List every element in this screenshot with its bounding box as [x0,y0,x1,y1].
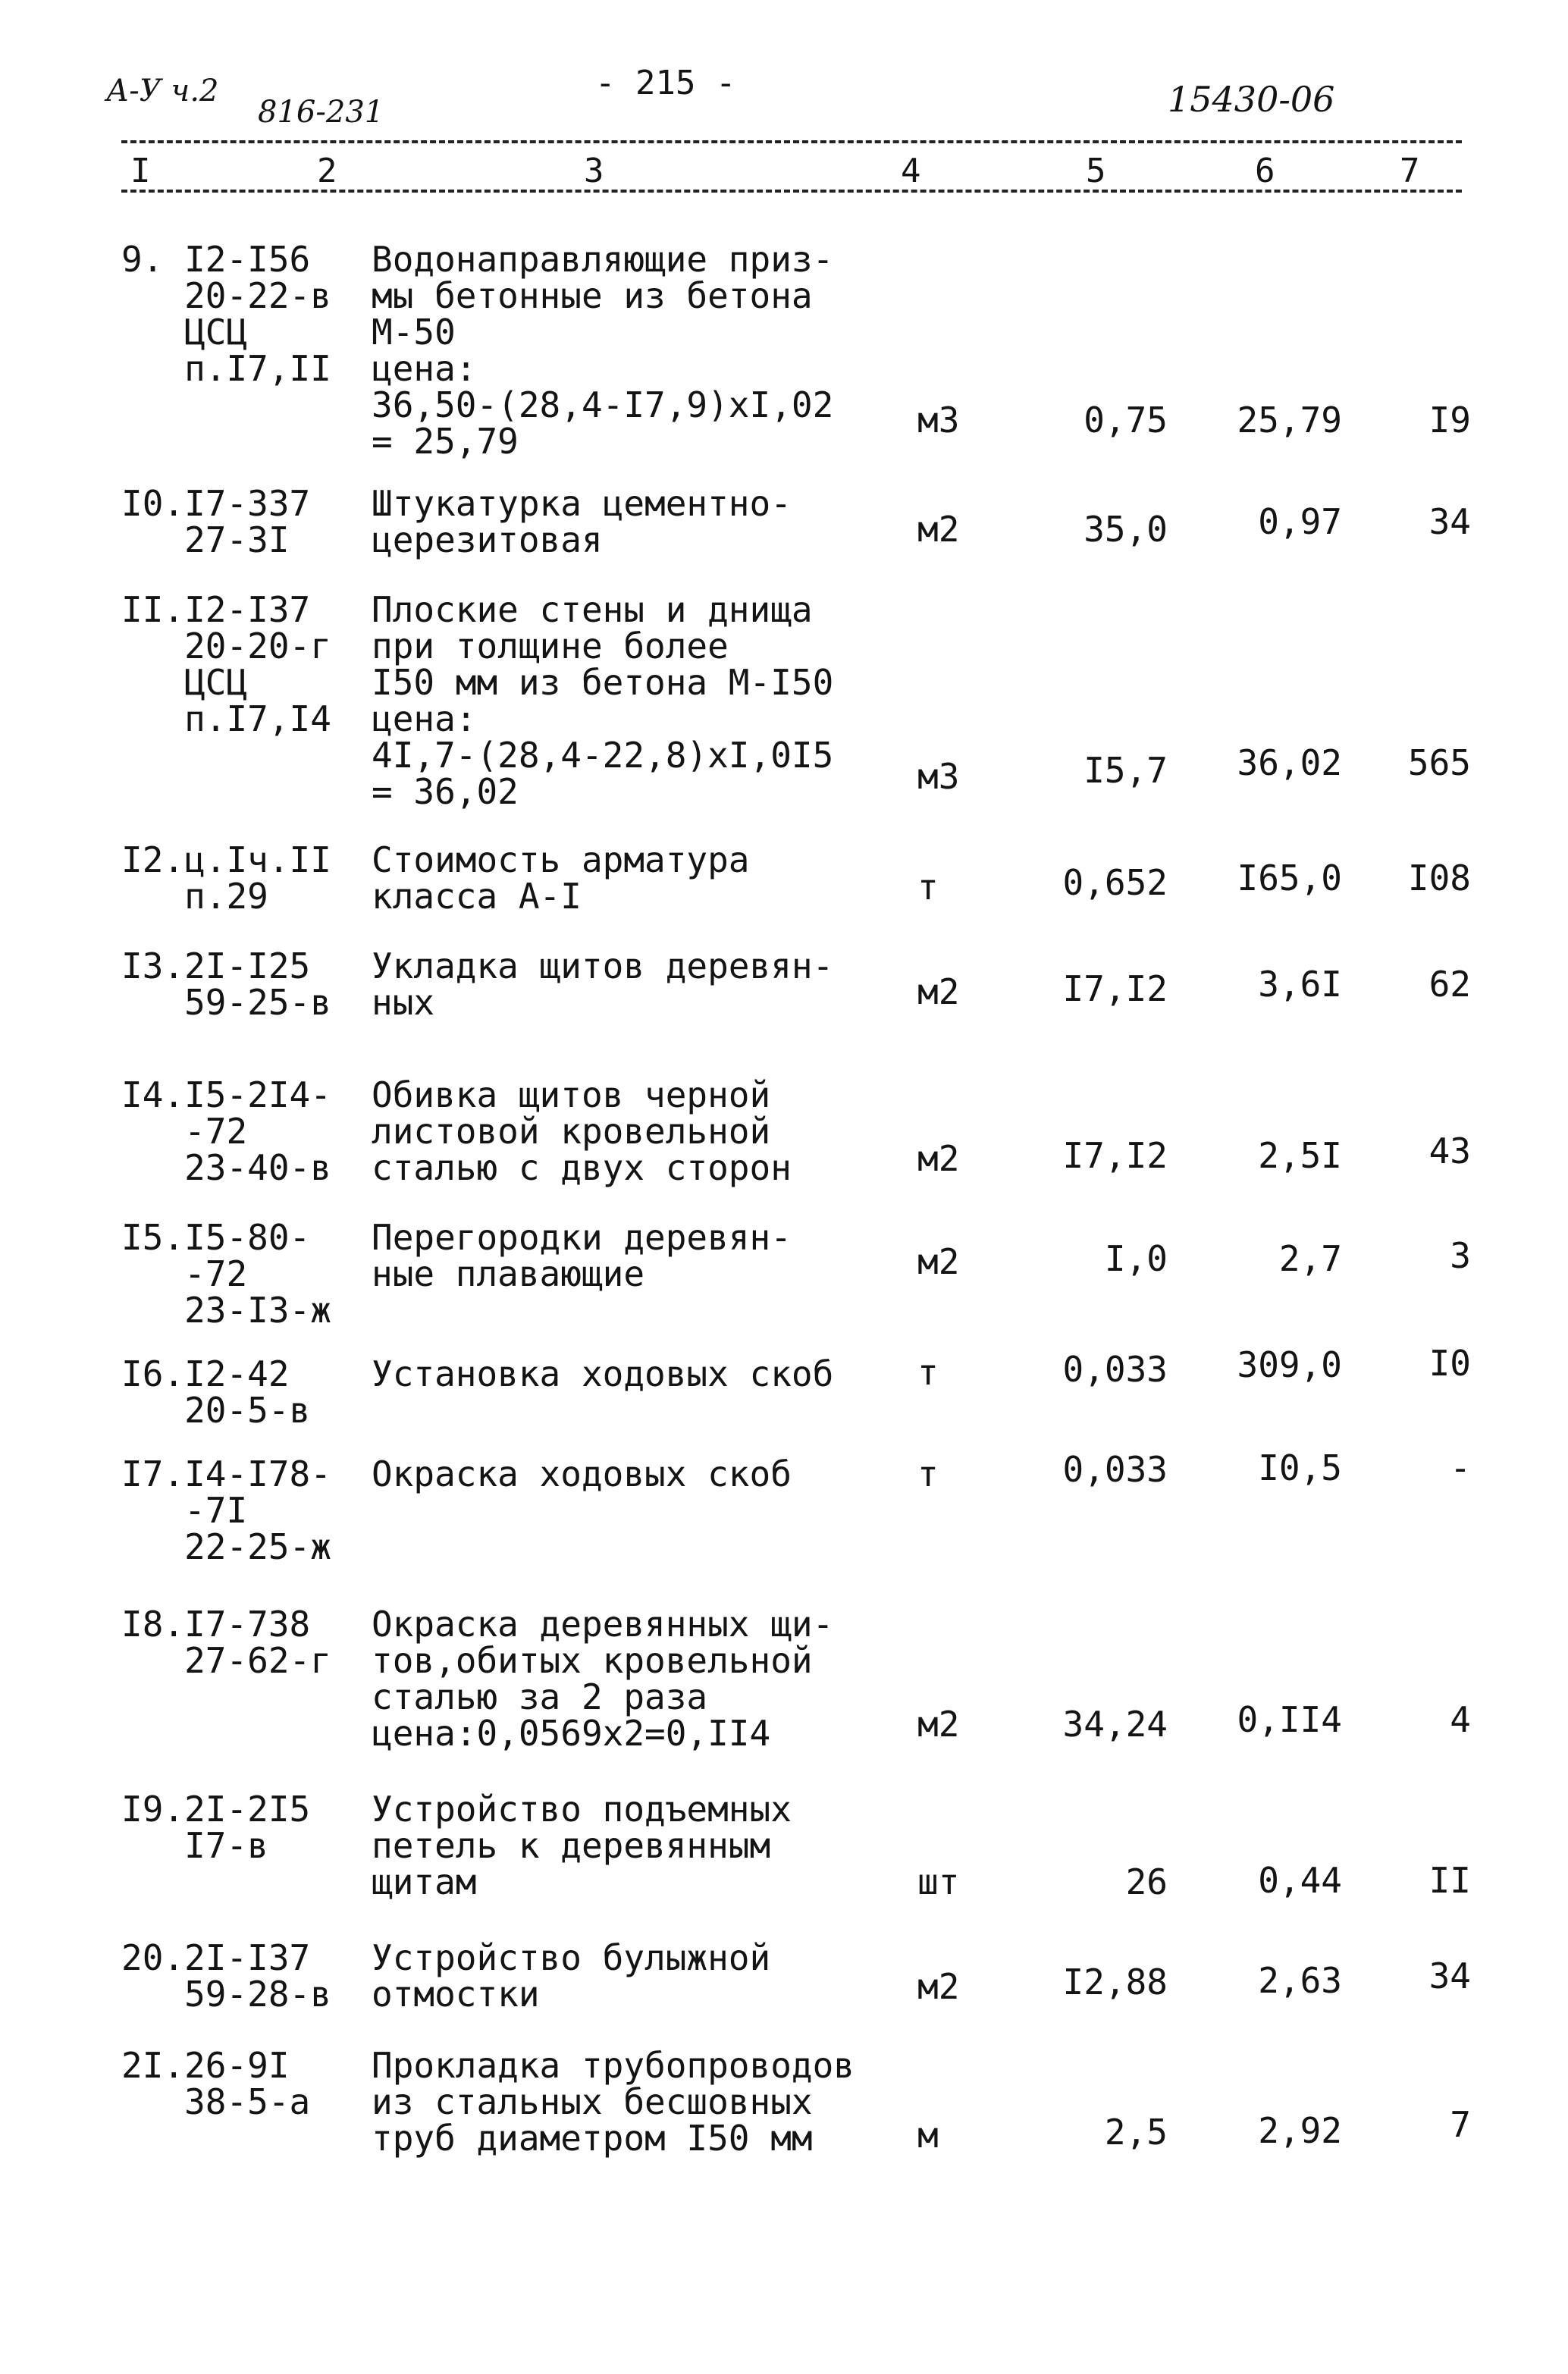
item-description: Установка ходовых скоб [372,1353,834,1394]
item-total-cost: II [1428,1860,1471,1901]
item-quantity: 26 [1125,1861,1168,1902]
item-code: I4.I5-2I4- -72 23-40-в [121,1074,331,1188]
item-total-cost: 34 [1428,1955,1471,1996]
item-total-cost: 7 [1450,2104,1471,2145]
item-quantity: 0,652 [1062,862,1168,903]
item-unit-price: I65,0 [1237,858,1342,898]
item-quantity: I7,I2 [1062,1135,1168,1176]
page-number: - 215 - [595,64,736,102]
item-unit: шт [917,1861,960,1902]
item-total-cost: 62 [1428,964,1471,1005]
item-unit: м2 [917,1704,960,1745]
item-code: I7.I4-I78- -7I 22-25-ж [121,1454,331,1567]
item-unit-price: 2,5I [1258,1135,1342,1176]
item-unit-price: 0,97 [1258,501,1342,542]
item-total-cost: I08 [1407,858,1471,898]
item-description: Окраска деревянных щи- тов,обитых кровельной сталью за 2 раза цена:0,0569х2=0,II4 [372,1604,834,1754]
item-quantity: 34,24 [1062,1704,1168,1745]
item-quantity: 2,5 [1104,2112,1168,2153]
item-unit: м2 [917,1241,960,1282]
column-number: 7 [1400,152,1420,190]
project-number: 816-231 [258,95,384,130]
item-description: Штукатурка цементно- церезитовая [372,483,792,560]
item-unit-price: 2,7 [1278,1238,1342,1279]
item-unit-price: 25,79 [1237,400,1342,441]
item-code: I2.ц.Iч.II п.29 [121,839,331,917]
item-quantity: I5,7 [1083,750,1168,791]
item-description: Устройство булыжной отмостки [372,1937,771,2015]
item-code: 20.2I-I37 59-28-в [121,1937,331,2015]
item-total-cost: - [1450,1447,1471,1488]
item-unit: м2 [917,1966,960,2007]
item-description: Стоимость арматура класса А-I [372,839,750,917]
series-label: А-У ч.2 [106,74,219,108]
item-quantity: 0,75 [1083,400,1168,441]
item-code: I9.2I-2I5 I7-в [121,1789,311,1866]
item-quantity: I,0 [1104,1238,1168,1279]
item-description: Окраска ходовых скоб [372,1454,792,1494]
item-unit-price: 0,II4 [1237,1699,1342,1740]
column-number: 4 [901,152,921,190]
item-code: I5.I5-80- -72 23-I3-ж [121,1217,331,1331]
item-description: Устройство подъемных петель к деревянным щитам [372,1789,792,1902]
item-unit-price: I0,5 [1258,1447,1342,1488]
item-unit-price: 2,63 [1258,1960,1342,2001]
column-number: I [130,152,151,190]
item-unit: т [917,1454,939,1494]
column-number: 6 [1255,152,1275,190]
item-unit-price: 36,02 [1237,742,1342,783]
column-number: 5 [1086,152,1106,190]
item-unit: м2 [917,971,960,1012]
item-description: Плоские стены и днища при толщине более I50 мм из бетона М-I50 цена: 4I,7-(28,4-22,8)хI,0I5 = 36,02 [372,589,834,812]
item-description: Обивка щитов черной листовой кровельной сталью с двух сторон [372,1074,792,1188]
item-code: I3.2I-I25 59-25-в [121,946,331,1023]
item-quantity: I2,88 [1062,1962,1168,2002]
header-rule-top [121,140,1462,143]
item-total-cost: 4 [1450,1699,1471,1740]
item-code: I8.I7-738 27-62-г [121,1604,331,1681]
item-unit-price: 0,44 [1258,1860,1342,1901]
item-total-cost: 43 [1428,1131,1471,1171]
item-description: Водонаправляющие приз- мы бетонные из бетона М-50 цена: 36,50-(28,4-I7,9)хI,02 = 25,79 [372,239,834,462]
column-number: 2 [317,152,337,190]
item-total-cost: I0 [1428,1343,1471,1384]
item-description: Укладка щитов деревян- ных [372,946,834,1023]
item-total-cost: 3 [1450,1235,1471,1276]
item-total-cost: 34 [1428,501,1471,542]
item-unit: м2 [917,1138,960,1179]
item-unit: м [917,2115,939,2156]
item-code: 2I.26-9I 38-5-а [121,2045,311,2122]
item-quantity: 0,033 [1062,1449,1168,1490]
item-unit-price: 2,92 [1258,2110,1342,2151]
column-number: 3 [584,152,604,190]
item-unit-price: 3,6I [1258,964,1342,1005]
item-unit: т [917,867,939,908]
item-code: 9. I2-I56 20-22-в ЦСЦ п.I7,II [121,239,331,389]
inventory-number: 15430-06 [1168,79,1335,120]
item-unit: м3 [917,400,960,441]
item-unit: м2 [917,509,960,550]
item-description: Перегородки деревян- ные плавающие [372,1217,792,1294]
item-quantity: 35,0 [1083,509,1168,550]
header-rule-bottom [121,190,1462,193]
item-code: II.I2-I37 20-20-г ЦСЦ п.I7,I4 [121,589,331,739]
item-description: Прокладка трубопроводов из стальных бесшовных труб диаметром I50 мм [372,2045,855,2159]
item-code: I0.I7-337 27-3I [121,483,311,560]
item-total-cost: 565 [1407,742,1471,783]
item-unit: т [917,1352,939,1393]
item-total-cost: I9 [1428,400,1471,441]
item-quantity: 0,033 [1062,1349,1168,1390]
item-unit-price: 309,0 [1237,1344,1342,1385]
item-unit: м3 [917,756,960,797]
item-code: I6.I2-42 20-5-в [121,1353,311,1431]
item-quantity: I7,I2 [1062,968,1168,1009]
